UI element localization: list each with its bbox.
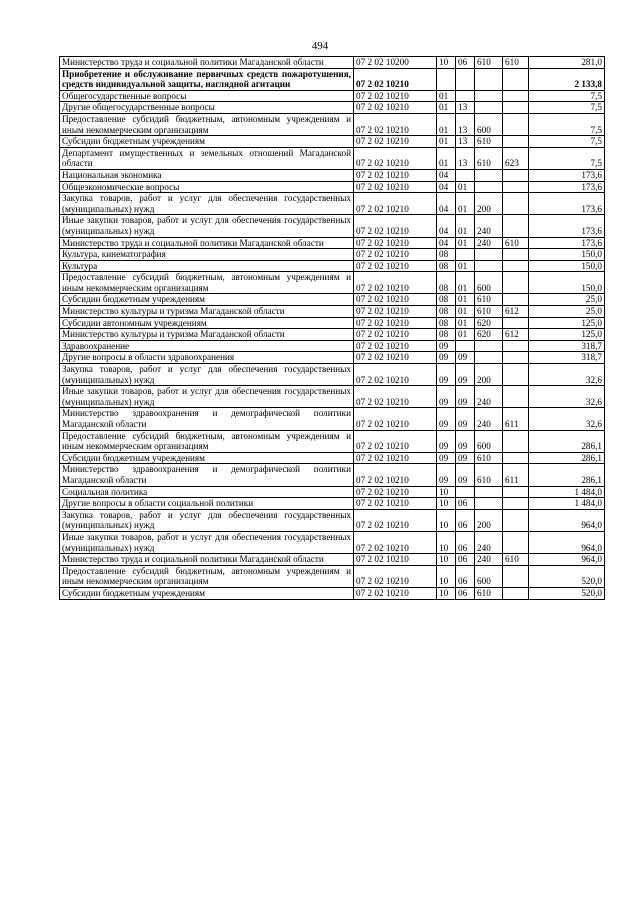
table-row	[60, 364, 605, 386]
row-grbs-cell	[503, 294, 529, 306]
row-name-cell: Субсидии бюджетным учреждениям	[60, 136, 354, 148]
page-number: 494	[311, 40, 329, 52]
row-expense-type-cell	[475, 68, 503, 90]
table-row	[60, 306, 605, 318]
row-section-cell: 08	[437, 317, 456, 329]
row-grbs-cell	[503, 193, 529, 215]
row-sum-cell: 150,0	[529, 260, 605, 272]
row-subsection-cell: 09	[456, 386, 475, 408]
row-section-cell: 08	[437, 272, 456, 294]
row-name-cell: Иные закупки товаров, работ и услуг для обеспечения государственных (муниципальных) нужд	[60, 386, 354, 408]
row-section-cell: 09	[437, 340, 456, 352]
table-row	[60, 452, 605, 464]
row-sum-cell: 964,0	[529, 509, 605, 531]
row-name-cell: Закупка товаров, работ и услуг для обеспечения государственных (муниципальных) нужд	[60, 193, 354, 215]
row-csr-cell: 07 2 02 10210	[354, 317, 437, 329]
row-grbs-cell	[503, 169, 529, 181]
table-row	[60, 90, 605, 102]
row-section-cell: 09	[437, 452, 456, 464]
row-name-cell: Министерство труда и социальной политики Магаданской области	[60, 57, 354, 69]
row-name-cell: Общеэкономические вопросы	[60, 181, 354, 193]
row-expense-type-cell: 620	[475, 317, 503, 329]
row-section-cell: 04	[437, 237, 456, 249]
table-row	[60, 587, 605, 599]
row-section-cell: 10	[437, 509, 456, 531]
row-section-cell: 10	[437, 565, 456, 587]
row-csr-cell: 07 2 02 10210	[354, 272, 437, 294]
row-sum-cell: 520,0	[529, 587, 605, 599]
row-subsection-cell: 06	[456, 531, 475, 553]
row-sum-cell: 7,5	[529, 90, 605, 102]
table-row	[60, 215, 605, 237]
row-expense-type-cell	[475, 498, 503, 510]
row-csr-cell: 07 2 02 10210	[354, 386, 437, 408]
row-section-cell: 10	[437, 498, 456, 510]
row-sum-cell: 2 133,8	[529, 68, 605, 90]
row-subsection-cell: 09	[456, 452, 475, 464]
table-row	[60, 193, 605, 215]
row-grbs-cell	[503, 113, 529, 135]
row-section-cell: 10	[437, 57, 456, 69]
row-section-cell: 09	[437, 430, 456, 452]
table-row	[60, 181, 605, 193]
row-csr-cell: 07 2 02 10200	[354, 57, 437, 69]
row-csr-cell: 07 2 02 10210	[354, 340, 437, 352]
row-sum-cell: 150,0	[529, 249, 605, 261]
row-grbs-cell	[503, 102, 529, 114]
row-sum-cell: 173,6	[529, 237, 605, 249]
row-csr-cell: 07 2 02 10210	[354, 352, 437, 364]
row-sum-cell: 173,6	[529, 193, 605, 215]
row-expense-type-cell: 610	[475, 294, 503, 306]
row-csr-cell: 07 2 02 10210	[354, 90, 437, 102]
row-section-cell: 01	[437, 147, 456, 169]
row-expense-type-cell: 200	[475, 193, 503, 215]
row-section-cell: 09	[437, 464, 456, 486]
row-grbs-cell	[503, 136, 529, 148]
row-section-cell: 08	[437, 249, 456, 261]
row-subsection-cell: 13	[456, 136, 475, 148]
row-subsection-cell: 13	[456, 147, 475, 169]
row-subsection-cell: 01	[456, 272, 475, 294]
row-subsection-cell: 01	[456, 306, 475, 318]
row-expense-type-cell: 240	[475, 215, 503, 237]
row-sum-cell: 173,6	[529, 181, 605, 193]
row-subsection-cell: 01	[456, 294, 475, 306]
row-expense-type-cell: 610	[475, 57, 503, 69]
row-section-cell: 08	[437, 329, 456, 341]
row-expense-type-cell: 600	[475, 565, 503, 587]
row-name-cell: Культура	[60, 260, 354, 272]
row-section-cell: 08	[437, 260, 456, 272]
table-row	[60, 317, 605, 329]
row-subsection-cell: 06	[456, 565, 475, 587]
row-subsection-cell	[456, 169, 475, 181]
row-sum-cell: 286,1	[529, 430, 605, 452]
row-expense-type-cell: 240	[475, 531, 503, 553]
row-sum-cell: 7,5	[529, 147, 605, 169]
row-sum-cell: 281,0	[529, 57, 605, 69]
row-expense-type-cell: 240	[475, 237, 503, 249]
table-row	[60, 464, 605, 486]
row-grbs-cell	[503, 565, 529, 587]
row-expense-type-cell	[475, 340, 503, 352]
table-row	[60, 498, 605, 510]
row-subsection-cell: 13	[456, 113, 475, 135]
row-section-cell: 01	[437, 90, 456, 102]
row-csr-cell: 07 2 02 10210	[354, 193, 437, 215]
row-name-cell: Приобретение и обслуживание первичных средств пожаротушения, средств индивидуальной защиты, наглядной агитации	[60, 68, 354, 90]
row-sum-cell: 32,6	[529, 386, 605, 408]
row-subsection-cell: 06	[456, 498, 475, 510]
row-csr-cell: 07 2 02 10210	[354, 294, 437, 306]
row-csr-cell: 07 2 02 10210	[354, 113, 437, 135]
row-subsection-cell: 09	[456, 430, 475, 452]
row-section-cell: 01	[437, 102, 456, 114]
row-grbs-cell	[503, 430, 529, 452]
row-name-cell: Другие общегосударственные вопросы	[60, 102, 354, 114]
row-name-cell: Предоставление субсидий бюджетным, автономным учреждениям и иным некоммерческим организациям	[60, 565, 354, 587]
table-row	[60, 329, 605, 341]
row-sum-cell: 125,0	[529, 317, 605, 329]
row-name-cell: Министерство здравоохранения и демографической политики Магаданской области	[60, 408, 354, 430]
row-sum-cell: 32,6	[529, 364, 605, 386]
row-grbs-cell	[503, 215, 529, 237]
row-name-cell: Другие вопросы в области здравоохранения	[60, 352, 354, 364]
row-csr-cell: 07 2 02 10210	[354, 430, 437, 452]
row-csr-cell: 07 2 02 10210	[354, 136, 437, 148]
row-grbs-cell	[503, 364, 529, 386]
row-name-cell: Национальная экономика	[60, 169, 354, 181]
row-csr-cell: 07 2 02 10210	[354, 408, 437, 430]
row-section-cell: 10	[437, 587, 456, 599]
row-expense-type-cell	[475, 486, 503, 498]
row-sum-cell: 7,5	[529, 113, 605, 135]
row-expense-type-cell	[475, 90, 503, 102]
row-sum-cell: 7,5	[529, 102, 605, 114]
row-subsection-cell: 06	[456, 509, 475, 531]
row-name-cell: Министерство культуры и туризма Магаданской области	[60, 306, 354, 318]
row-section-cell: 01	[437, 136, 456, 148]
row-sum-cell: 318,7	[529, 340, 605, 352]
row-subsection-cell: 09	[456, 352, 475, 364]
budget-table	[59, 56, 605, 600]
row-expense-type-cell: 610	[475, 452, 503, 464]
row-csr-cell: 07 2 02 10210	[354, 452, 437, 464]
row-expense-type-cell: 240	[475, 554, 503, 566]
row-csr-cell: 07 2 02 10210	[354, 260, 437, 272]
row-section-cell: 01	[437, 113, 456, 135]
row-section-cell: 10	[437, 531, 456, 553]
row-sum-cell: 964,0	[529, 554, 605, 566]
row-subsection-cell	[456, 486, 475, 498]
row-expense-type-cell	[475, 181, 503, 193]
row-subsection-cell	[456, 340, 475, 352]
row-name-cell: Предоставление субсидий бюджетным, автономным учреждениям и иным некоммерческим организациям	[60, 430, 354, 452]
row-sum-cell: 520,0	[529, 565, 605, 587]
row-expense-type-cell: 620	[475, 329, 503, 341]
table-row	[60, 136, 605, 148]
table-row	[60, 386, 605, 408]
row-grbs-cell	[503, 272, 529, 294]
row-grbs-cell: 612	[503, 306, 529, 318]
row-expense-type-cell: 610	[475, 136, 503, 148]
row-name-cell: Предоставление субсидий бюджетным, автономным учреждениям и иным некоммерческим организациям	[60, 113, 354, 135]
row-csr-cell: 07 2 02 10210	[354, 531, 437, 553]
row-name-cell: Субсидии бюджетным учреждениям	[60, 452, 354, 464]
row-name-cell: Общегосударственные вопросы	[60, 90, 354, 102]
row-name-cell: Иные закупки товаров, работ и услуг для обеспечения государственных (муниципальных) нужд	[60, 531, 354, 553]
row-csr-cell: 07 2 02 10210	[354, 565, 437, 587]
row-section-cell: 10	[437, 554, 456, 566]
row-expense-type-cell: 200	[475, 364, 503, 386]
row-grbs-cell	[503, 531, 529, 553]
row-grbs-cell	[503, 587, 529, 599]
row-sum-cell: 150,0	[529, 272, 605, 294]
row-csr-cell: 07 2 02 10210	[354, 147, 437, 169]
table-row	[60, 260, 605, 272]
row-grbs-cell	[503, 249, 529, 261]
row-name-cell: Иные закупки товаров, работ и услуг для обеспечения государственных (муниципальных) нужд	[60, 215, 354, 237]
row-subsection-cell: 13	[456, 102, 475, 114]
row-subsection-cell: 09	[456, 364, 475, 386]
row-section-cell: 04	[437, 215, 456, 237]
row-subsection-cell: 01	[456, 193, 475, 215]
row-section-cell: 04	[437, 193, 456, 215]
row-name-cell: Министерство труда и социальной политики Магаданской области	[60, 237, 354, 249]
row-sum-cell: 173,6	[529, 169, 605, 181]
row-name-cell: Субсидии бюджетным учреждениям	[60, 294, 354, 306]
row-csr-cell: 07 2 02 10210	[354, 181, 437, 193]
table-row	[60, 294, 605, 306]
row-grbs-cell: 612	[503, 329, 529, 341]
row-grbs-cell: 611	[503, 464, 529, 486]
row-name-cell: Министерство труда и социальной политики Магаданской области	[60, 554, 354, 566]
row-csr-cell: 07 2 02 10210	[354, 486, 437, 498]
table-row	[60, 486, 605, 498]
row-expense-type-cell	[475, 249, 503, 261]
row-csr-cell: 07 2 02 10210	[354, 498, 437, 510]
row-expense-type-cell	[475, 102, 503, 114]
row-name-cell: Социальная политика	[60, 486, 354, 498]
row-sum-cell: 286,1	[529, 464, 605, 486]
table-row	[60, 147, 605, 169]
table-row	[60, 237, 605, 249]
table-row	[60, 352, 605, 364]
row-section-cell: 09	[437, 408, 456, 430]
row-sum-cell: 32,6	[529, 408, 605, 430]
row-name-cell: Закупка товаров, работ и услуг для обеспечения государственных (муниципальных) нужд	[60, 364, 354, 386]
row-csr-cell: 07 2 02 10210	[354, 306, 437, 318]
row-grbs-cell	[503, 340, 529, 352]
row-name-cell: Культура, кинематография	[60, 249, 354, 261]
row-grbs-cell: 610	[503, 237, 529, 249]
row-sum-cell: 173,6	[529, 215, 605, 237]
table-row	[60, 531, 605, 553]
row-grbs-cell	[503, 260, 529, 272]
row-grbs-cell	[503, 498, 529, 510]
table-row	[60, 565, 605, 587]
budget-table-body	[60, 57, 605, 600]
row-subsection-cell: 01	[456, 260, 475, 272]
row-subsection-cell	[456, 249, 475, 261]
row-grbs-cell: 610	[503, 57, 529, 69]
row-subsection-cell: 09	[456, 464, 475, 486]
row-sum-cell: 1 484,0	[529, 486, 605, 498]
row-csr-cell: 07 2 02 10210	[354, 464, 437, 486]
row-name-cell: Министерство здравоохранения и демографической политики Магаданской области	[60, 464, 354, 486]
row-grbs-cell	[503, 452, 529, 464]
row-grbs-cell	[503, 486, 529, 498]
row-grbs-cell	[503, 90, 529, 102]
row-csr-cell: 07 2 02 10210	[354, 68, 437, 90]
row-csr-cell: 07 2 02 10210	[354, 215, 437, 237]
row-subsection-cell: 01	[456, 317, 475, 329]
table-row	[60, 249, 605, 261]
table-row	[60, 57, 605, 69]
row-expense-type-cell: 610	[475, 587, 503, 599]
row-expense-type-cell: 600	[475, 430, 503, 452]
row-subsection-cell: 01	[456, 215, 475, 237]
row-grbs-cell	[503, 317, 529, 329]
row-subsection-cell: 01	[456, 329, 475, 341]
row-section-cell: 04	[437, 181, 456, 193]
row-csr-cell: 07 2 02 10210	[354, 587, 437, 599]
row-subsection-cell: 06	[456, 587, 475, 599]
row-grbs-cell	[503, 181, 529, 193]
row-sum-cell: 125,0	[529, 329, 605, 341]
row-section-cell: 08	[437, 306, 456, 318]
table-row	[60, 113, 605, 135]
row-sum-cell: 7,5	[529, 136, 605, 148]
row-subsection-cell: 01	[456, 237, 475, 249]
row-grbs-cell	[503, 352, 529, 364]
row-name-cell: Департамент имущественных и земельных отношений Магаданской области	[60, 147, 354, 169]
row-expense-type-cell: 240	[475, 408, 503, 430]
row-section-cell	[437, 68, 456, 90]
row-subsection-cell	[456, 68, 475, 90]
row-csr-cell: 07 2 02 10210	[354, 102, 437, 114]
row-grbs-cell	[503, 68, 529, 90]
row-csr-cell: 07 2 02 10210	[354, 329, 437, 341]
table-row	[60, 169, 605, 181]
row-sum-cell: 318,7	[529, 352, 605, 364]
table-row	[60, 102, 605, 114]
row-name-cell: Здравоохранение	[60, 340, 354, 352]
row-expense-type-cell: 200	[475, 509, 503, 531]
row-sum-cell: 25,0	[529, 306, 605, 318]
row-expense-type-cell: 240	[475, 386, 503, 408]
table-row	[60, 554, 605, 566]
row-expense-type-cell: 610	[475, 464, 503, 486]
row-grbs-cell	[503, 386, 529, 408]
table-row	[60, 68, 605, 90]
row-csr-cell: 07 2 02 10210	[354, 249, 437, 261]
row-grbs-cell: 623	[503, 147, 529, 169]
row-name-cell: Предоставление субсидий бюджетным, автономным учреждениям и иным некоммерческим организациям	[60, 272, 354, 294]
row-expense-type-cell	[475, 260, 503, 272]
row-sum-cell: 1 484,0	[529, 498, 605, 510]
table-row	[60, 272, 605, 294]
row-csr-cell: 07 2 02 10210	[354, 237, 437, 249]
row-sum-cell: 286,1	[529, 452, 605, 464]
row-subsection-cell: 06	[456, 57, 475, 69]
row-section-cell: 10	[437, 486, 456, 498]
row-expense-type-cell	[475, 352, 503, 364]
row-name-cell: Закупка товаров, работ и услуг для обеспечения государственных (муниципальных) нужд	[60, 509, 354, 531]
row-section-cell: 08	[437, 294, 456, 306]
row-grbs-cell: 611	[503, 408, 529, 430]
row-section-cell: 09	[437, 352, 456, 364]
row-section-cell: 09	[437, 386, 456, 408]
table-row	[60, 509, 605, 531]
row-name-cell: Субсидии бюджетным учреждениям	[60, 587, 354, 599]
row-sum-cell: 964,0	[529, 531, 605, 553]
table-row	[60, 430, 605, 452]
row-expense-type-cell: 610	[475, 306, 503, 318]
row-grbs-cell: 610	[503, 554, 529, 566]
table-row	[60, 340, 605, 352]
row-name-cell: Другие вопросы в области социальной политики	[60, 498, 354, 510]
row-csr-cell: 07 2 02 10210	[354, 554, 437, 566]
row-section-cell: 09	[437, 364, 456, 386]
row-name-cell: Субсидии автономным учреждениям	[60, 317, 354, 329]
row-subsection-cell: 09	[456, 408, 475, 430]
row-name-cell: Министерство культуры и туризма Магаданской области	[60, 329, 354, 341]
row-csr-cell: 07 2 02 10210	[354, 169, 437, 181]
row-subsection-cell	[456, 90, 475, 102]
row-subsection-cell: 06	[456, 554, 475, 566]
row-expense-type-cell	[475, 169, 503, 181]
row-expense-type-cell: 600	[475, 113, 503, 135]
row-csr-cell: 07 2 02 10210	[354, 509, 437, 531]
row-expense-type-cell: 600	[475, 272, 503, 294]
table-row	[60, 408, 605, 430]
row-csr-cell: 07 2 02 10210	[354, 364, 437, 386]
row-grbs-cell	[503, 509, 529, 531]
row-subsection-cell: 01	[456, 181, 475, 193]
row-section-cell: 04	[437, 169, 456, 181]
row-expense-type-cell: 610	[475, 147, 503, 169]
row-sum-cell: 25,0	[529, 294, 605, 306]
